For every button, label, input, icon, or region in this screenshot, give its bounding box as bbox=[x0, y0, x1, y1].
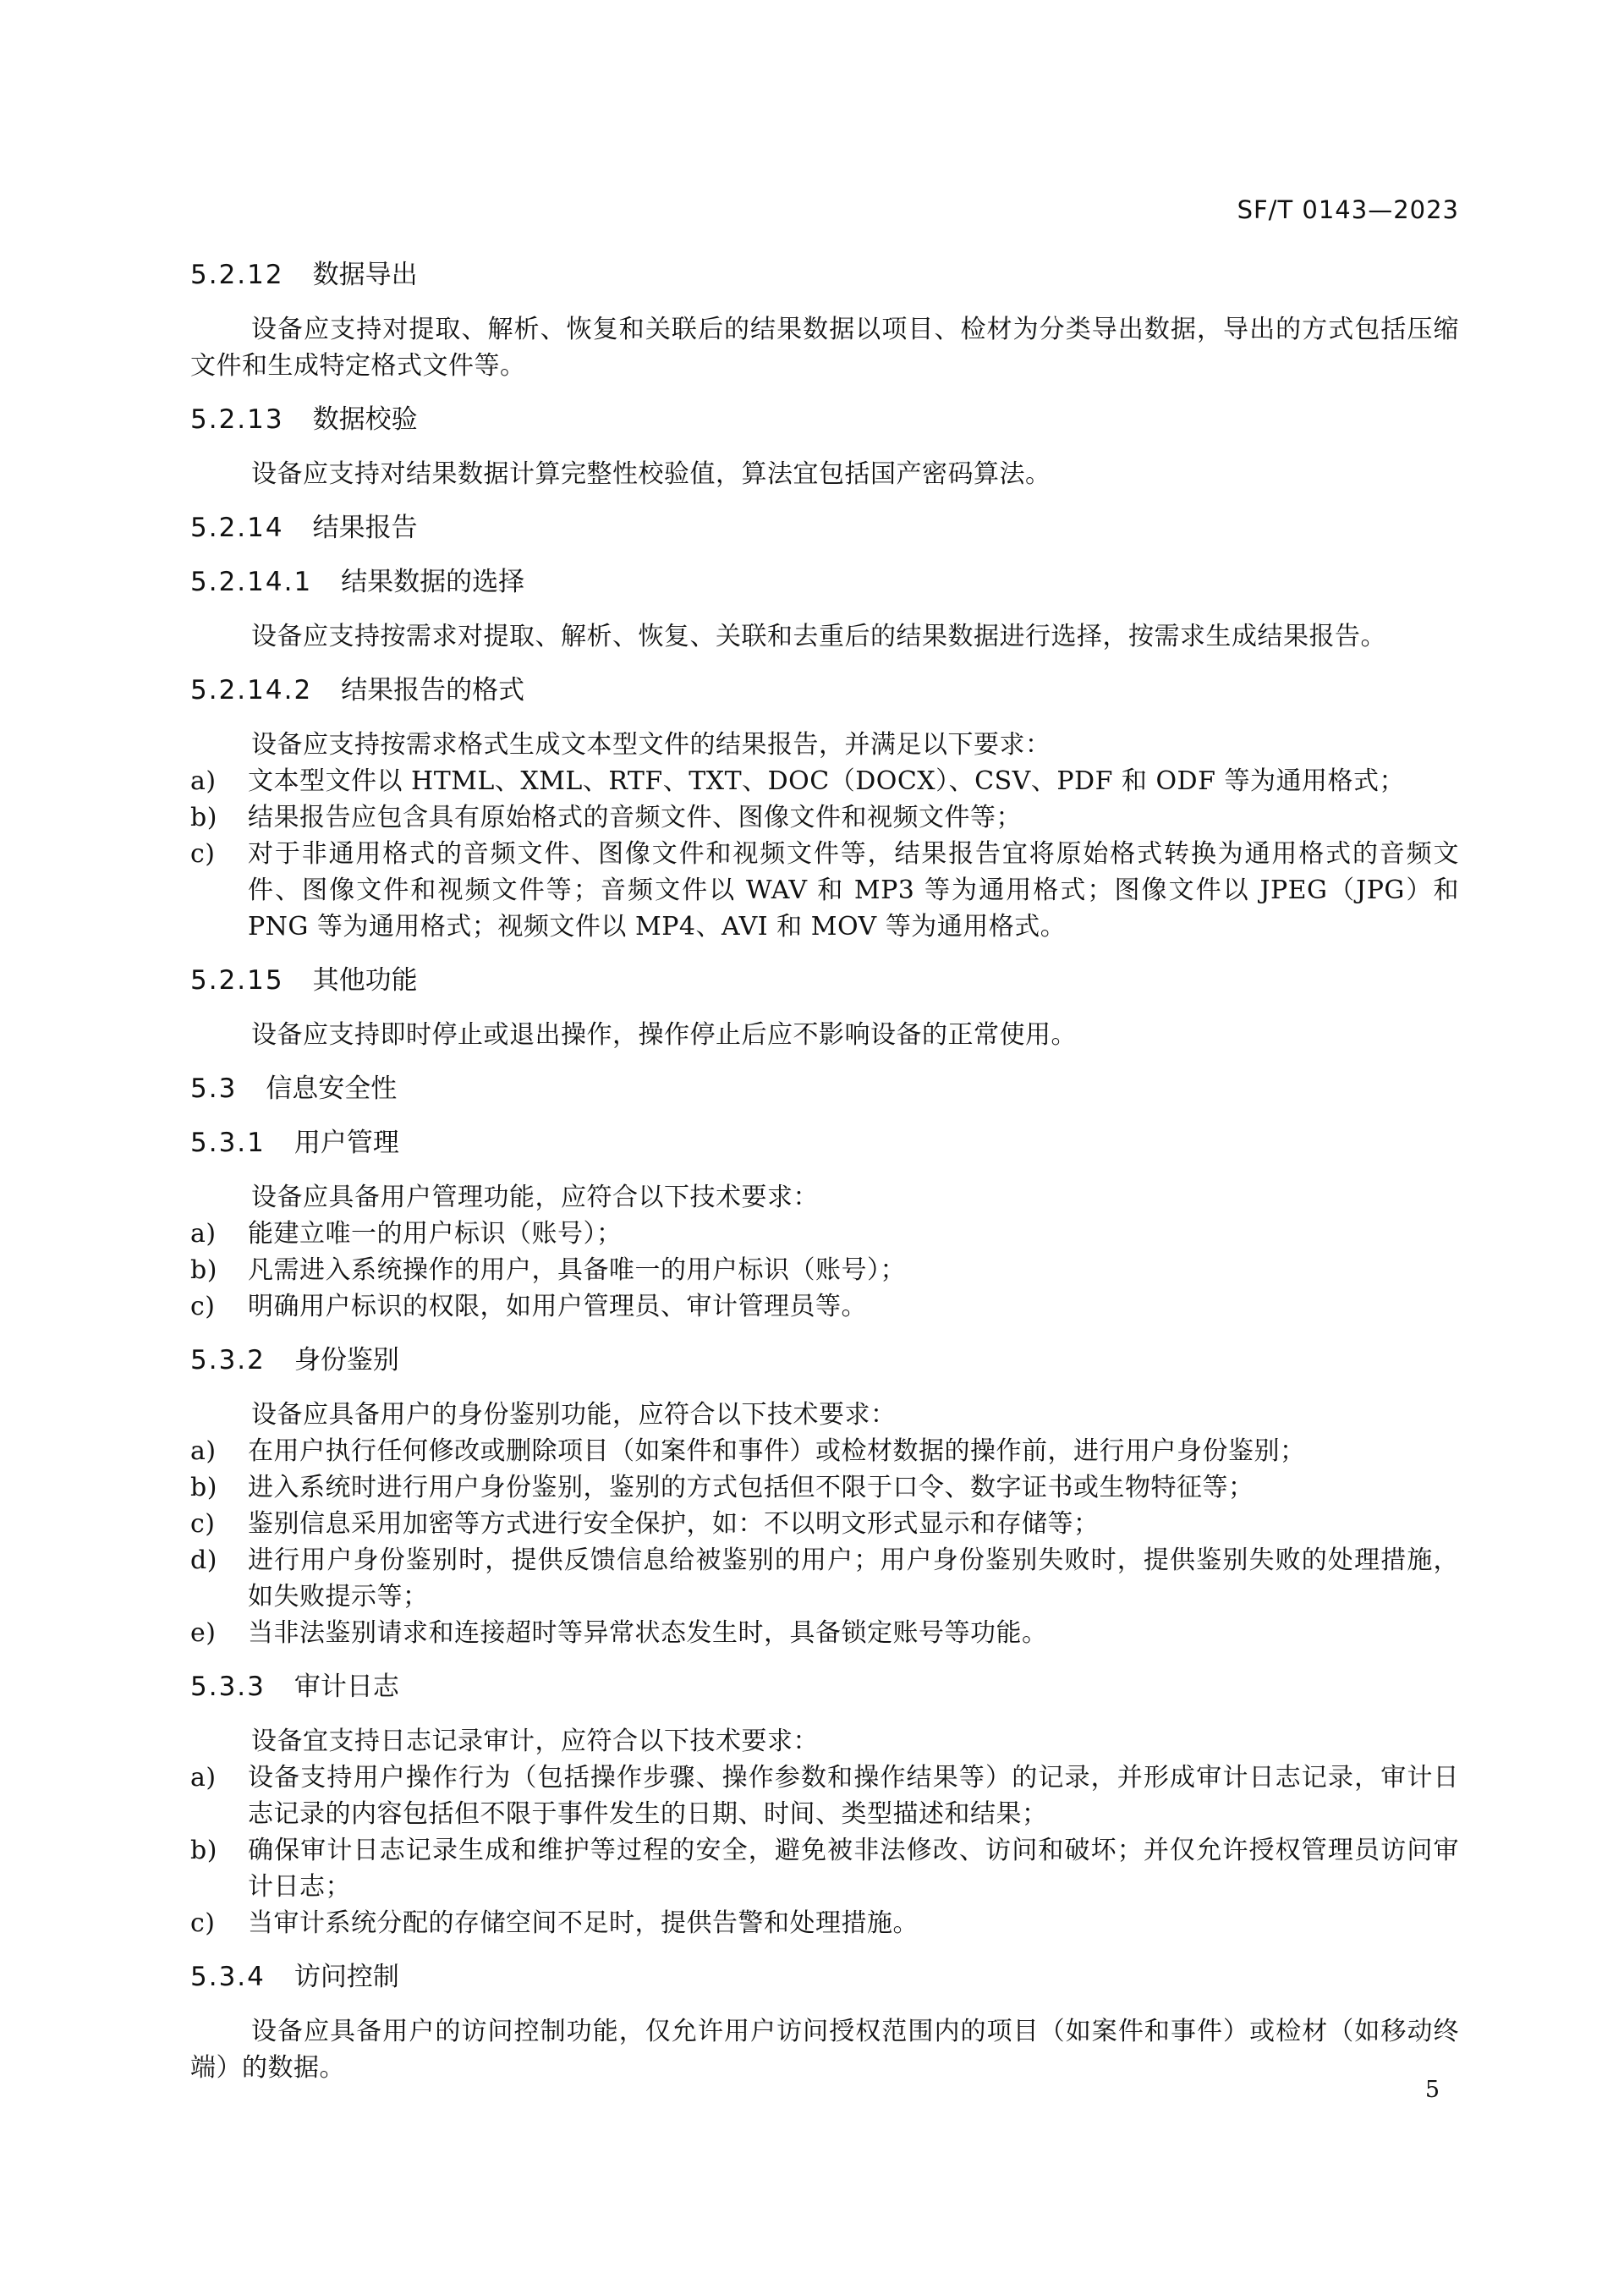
list-item bbox=[190, 1288, 1459, 1325]
list-item bbox=[190, 1506, 1459, 1542]
list-item-text: 进行用户身份鉴别时，提供反馈信息给被鉴别的用户；用户身份鉴别失败时，提供鉴别失败的处理措施，如失败提示等； bbox=[248, 1546, 1459, 1611]
list-item bbox=[190, 1760, 1459, 1832]
paragraph: 设备宜支持日志记录审计，应符合以下技术要求： bbox=[251, 1727, 819, 1756]
list-item bbox=[190, 799, 1459, 836]
list-item-text: 设备支持用户操作行为（包括操作步骤、操作参数和操作结果等）的记录，并形成审计日志记录，审计日志记录的内容包括但不限于事件发生的日期、时间、类型描述和结果； bbox=[248, 1763, 1459, 1829]
section-number: 5.2.15 bbox=[190, 965, 284, 996]
list-marker: b) bbox=[190, 1255, 217, 1285]
section-number: 5.3.2 bbox=[190, 1345, 266, 1375]
list-item-text: 在用户执行任何修改或删除项目（如案件和事件）或检材数据的操作前，进行用户身份鉴别； bbox=[248, 1436, 1306, 1466]
section-number: 5.3 bbox=[190, 1073, 238, 1104]
list-item bbox=[190, 1905, 1459, 1941]
section-heading bbox=[190, 1342, 1459, 1379]
list-marker: b) bbox=[190, 1836, 217, 1865]
list-marker: d) bbox=[190, 1546, 217, 1575]
paragraph: 设备应支持对结果数据计算完整性校验值，算法宜包括国产密码算法。 bbox=[251, 459, 1051, 489]
section-number: 5.2.12 bbox=[190, 260, 284, 290]
paragraph: 设备应支持按需求格式生成文本型文件的结果报告，并满足以下要求： bbox=[251, 730, 1051, 760]
section-number: 5.2.14 bbox=[190, 513, 284, 543]
section-title: 信息安全性 bbox=[266, 1073, 398, 1104]
paragraph: 设备应具备用户的访问控制功能，仅允许用户访问授权范围内的项目（如案件和事件）或检材（如移动终端）的数据。 bbox=[190, 2017, 1459, 2083]
section-title: 访问控制 bbox=[294, 1962, 399, 1992]
section-heading bbox=[190, 564, 1459, 601]
list-marker: e) bbox=[190, 1618, 217, 1648]
list-item-text: 对于非通用格式的音频文件、图像文件和视频文件等，结果报告宜将原始格式转换为通用格式的音频文件、图像文件和视频文件等；音频文件以 WAV 和 MP3 等为通用格式；图像文件以 JPEG（JPG）和 PNG 等为通用格式；视频文件以 MP4、AVI 和 MOV 等为通用格式。 bbox=[248, 839, 1459, 942]
list-item-text: 进入系统时进行用户身份鉴别，鉴别的方式包括但不限于口令、数字证书或生物特征等； bbox=[248, 1473, 1254, 1502]
list-item bbox=[190, 763, 1459, 799]
section-title: 结果报告的格式 bbox=[341, 675, 525, 706]
list-item bbox=[190, 836, 1459, 945]
list-marker: c) bbox=[190, 1908, 216, 1938]
list-item-text: 结果报告应包含具有原始格式的音频文件、图像文件和视频文件等； bbox=[248, 803, 1022, 832]
section-title: 结果数据的选择 bbox=[341, 567, 525, 597]
list-marker: b) bbox=[190, 803, 217, 832]
paragraph: 设备应支持按需求对提取、解析、恢复、关联和去重后的结果数据进行选择，按需求生成结果报告。 bbox=[251, 622, 1386, 651]
section-number: 5.3.1 bbox=[190, 1128, 266, 1158]
paragraph: 设备应具备用户的身份鉴别功能，应符合以下技术要求： bbox=[251, 1400, 897, 1430]
section-title: 审计日志 bbox=[294, 1672, 399, 1702]
list-item-text: 明确用户标识的权限，如用户管理员、审计管理员等。 bbox=[248, 1292, 867, 1321]
section-title: 数据导出 bbox=[312, 260, 418, 290]
list-marker: c) bbox=[190, 839, 216, 869]
section-number: 5.2.14.2 bbox=[190, 675, 313, 706]
list-marker: b) bbox=[190, 1473, 217, 1502]
section-number: 5.2.13 bbox=[190, 404, 284, 435]
section-number: 5.3.4 bbox=[190, 1962, 266, 1992]
list-item bbox=[190, 1469, 1459, 1506]
section-title: 用户管理 bbox=[294, 1128, 399, 1158]
list-item-text: 凡需进入系统操作的用户，具备唯一的用户标识（账号）； bbox=[248, 1255, 906, 1285]
list-marker: a) bbox=[190, 1763, 217, 1793]
list-item-text: 鉴别信息采用加密等方式进行安全保护，如：不以明文形式显示和存储等； bbox=[248, 1509, 1100, 1539]
list-item-text: 确保审计日志记录生成和维护等过程的安全，避免被非法修改、访问和破坏；并仅允许授权管理员访问审计日志； bbox=[248, 1836, 1459, 1902]
list-item bbox=[190, 1832, 1459, 1905]
section-title: 身份鉴别 bbox=[294, 1345, 399, 1375]
list-marker: a) bbox=[190, 766, 217, 796]
document-code: SF/T 0143—2023 bbox=[1237, 195, 1459, 224]
section-heading bbox=[190, 510, 1459, 546]
paragraph: 设备应具备用户管理功能，应符合以下技术要求： bbox=[251, 1183, 819, 1212]
paragraph: 设备应支持对提取、解析、恢复和关联后的结果数据以项目、检材为分类导出数据，导出的方式包括压缩文件和生成特定格式文件等。 bbox=[190, 315, 1459, 381]
section-number: 5.3.3 bbox=[190, 1672, 266, 1702]
section-heading bbox=[190, 963, 1459, 999]
section-heading bbox=[190, 257, 1459, 294]
section-heading bbox=[190, 402, 1459, 438]
list-item bbox=[190, 1252, 1459, 1288]
section-title: 其他功能 bbox=[312, 965, 418, 996]
section-title: 数据校验 bbox=[312, 404, 418, 435]
list-marker: a) bbox=[190, 1436, 217, 1466]
list-item-text: 文本型文件以 HTML、XML、RTF、TXT、DOC（DOCX）、CSV、PDF 和 ODF 等为通用格式； bbox=[248, 766, 1405, 796]
list-item bbox=[190, 1542, 1459, 1615]
section-heading bbox=[190, 1071, 1459, 1107]
section-title: 结果报告 bbox=[312, 513, 418, 543]
list-item bbox=[190, 1433, 1459, 1469]
list-item-text: 能建立唯一的用户标识（账号）； bbox=[248, 1219, 623, 1249]
page-number: 5 bbox=[1424, 2077, 1440, 2103]
section-number: 5.2.14.1 bbox=[190, 567, 313, 597]
list-item-text: 当审计系统分配的存储空间不足时，提供告警和处理措施。 bbox=[248, 1908, 919, 1938]
list-marker: c) bbox=[190, 1509, 216, 1539]
section-heading bbox=[190, 1125, 1459, 1161]
section-heading bbox=[190, 1959, 1459, 1996]
list-item bbox=[190, 1216, 1459, 1252]
list-marker: c) bbox=[190, 1292, 216, 1321]
paragraph: 设备应支持即时停止或退出操作，操作停止后应不影响设备的正常使用。 bbox=[251, 1020, 1077, 1050]
list-marker: a) bbox=[190, 1219, 217, 1249]
list-item bbox=[190, 1615, 1459, 1651]
list-item-text: 当非法鉴别请求和连接超时等异常状态发生时，具备锁定账号等功能。 bbox=[248, 1618, 1048, 1648]
section-heading bbox=[190, 673, 1459, 709]
section-heading bbox=[190, 1669, 1459, 1705]
document-body bbox=[190, 257, 1459, 2104]
